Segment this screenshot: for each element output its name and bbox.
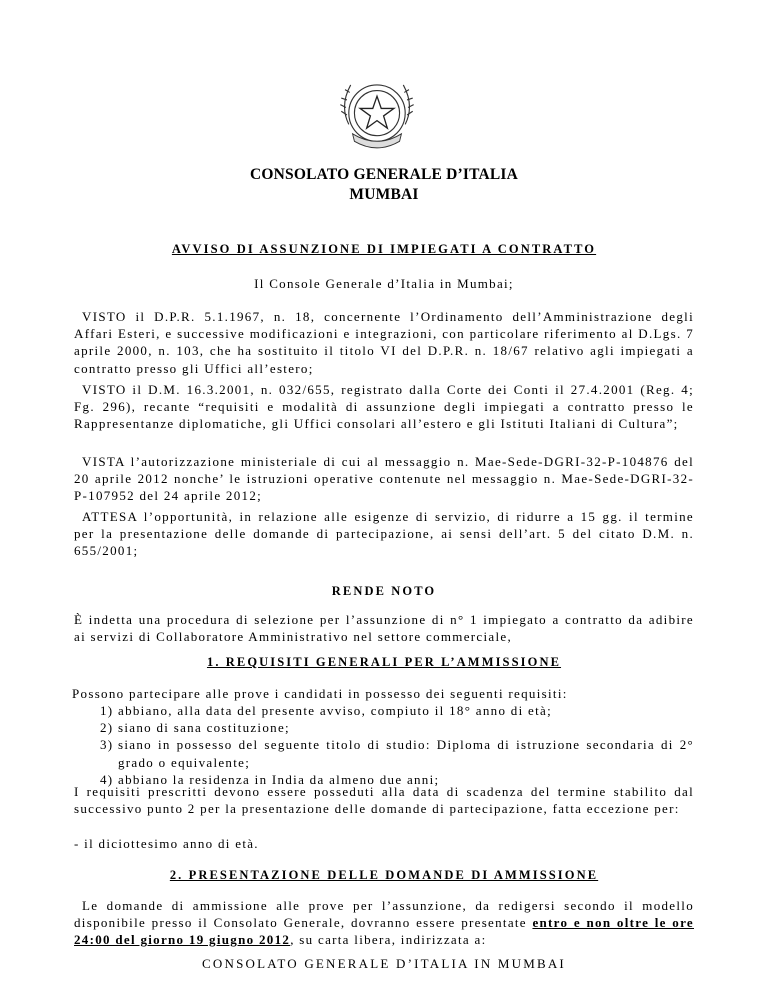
paragraph-attesa: ATTESA l’opportunità, in relazione alle esigenze di servizio, di ridurre a 15 gg. il termine per la presentazione delle domande di partecipazione, ai sensi dell’art. 5 del citato D.M. n. 655/2001; — [74, 509, 694, 559]
section-1-intro: Possono partecipare alle prove i candidati in possesso dei seguenti requisiti: — [72, 686, 568, 701]
requirements-list — [74, 702, 694, 788]
paragraph-vista-autorizzazione: VISTA l’autorizzazione ministeriale di cui al messaggio n. Mae-Sede-DGRI-32-P-104876 del 20 aprile 2012 nonche’ le istruzioni operative contenute nel messaggio n. Mae-Sede-DGRI-32- P-107952 del 24 aprile 2012; — [74, 454, 694, 504]
section-1-title: 1. REQUISITI GENERALI PER L’AMMISSIONE — [206, 655, 562, 669]
notice-title: AVVISO DI ASSUNZIONE DI IMPIEGATI A CONTRATTO — [171, 242, 597, 256]
address-line: CONSOLATO GENERALE D’ITALIA IN MUMBAI — [202, 956, 566, 971]
header-line-1: CONSOLATO GENERALE D’ITALIA — [249, 166, 519, 183]
section-2-paragraph: Le domande di ammissione alle prove per l’assunzione, da redigersi secondo il modello disponibile presso il Consolato Generale, dovranno essere presentate entro e non oltre le ore 24:00 del giorno 19 giugno 2012, su carta libera, indirizzata a: — [74, 898, 694, 948]
list-item: 2) siano di sana costituzione; — [100, 720, 290, 736]
italian-republic-emblem — [330, 68, 424, 162]
paragraph-visto-dm: VISTO il D.M. 16.3.2001, n. 032/655, registrato dalla Corte dei Conti il 27.4.2001 (Reg. 4; Fg. 296), recante “requisiti e modalità di assunzione degli impiegati a contratto presso le Rappresentanze diplomatiche, gli Uffici consolari all’estero e gli Istituti Italiani di Cultura”; — [74, 382, 694, 432]
section-2-title: 2. PRESENTAZIONE DELLE DOMANDE DI AMMISSIONE — [169, 868, 599, 882]
section-1-note: I requisiti prescritti devono essere posseduti alla data di scadenza del termine stabilito dal successivo punto 2 per la presentazione delle domande di partecipazione, fatta eccezione per: — [74, 784, 694, 817]
list-item: 3) siano in possesso del seguente titolo di studio: Diploma di istruzione secondaria di 2° grado o equivalente; — [100, 737, 694, 770]
section-1-note-item: - il diciottesimo anno di età. — [74, 836, 259, 851]
rende-noto-heading: RENDE NOTO — [331, 584, 437, 598]
notice-subtitle: Il Console Generale d’Italia in Mumbai; — [254, 276, 514, 291]
paragraph-visto-dpr: VISTO il D.P.R. 5.1.1967, n. 18, concernente l’Ordinamento dell’Amministrazione degli Affari Esteri, e successive modificazioni e integrazioni, con particolare riferimento al D.Lgs. 7 aprile 2000, n. 103, che ha sostituito il titolo VI del D.P.R. n. 18/67 relativo agli impiegati a contratto presso gli Uffici all’estero; — [74, 309, 694, 376]
deadline-text: entro e non oltre le ore 24:00 del giorno 19 giugno 2012 — [74, 915, 694, 948]
header-line-2: MUMBAI — [349, 186, 419, 203]
list-item: 1) abbiano, alla data del presente avviso, compiuto il 18° anno di età; — [100, 703, 553, 718]
list-item: 4) abbiano la residenza in India da almeno due anni; — [100, 771, 440, 787]
paragraph-indetta: È indetta una procedura di selezione per l’assunzione di n° 1 impiegato a contratto da adibire ai servizi di Collaboratore Amministrativo nel settore commerciale, — [74, 612, 694, 645]
